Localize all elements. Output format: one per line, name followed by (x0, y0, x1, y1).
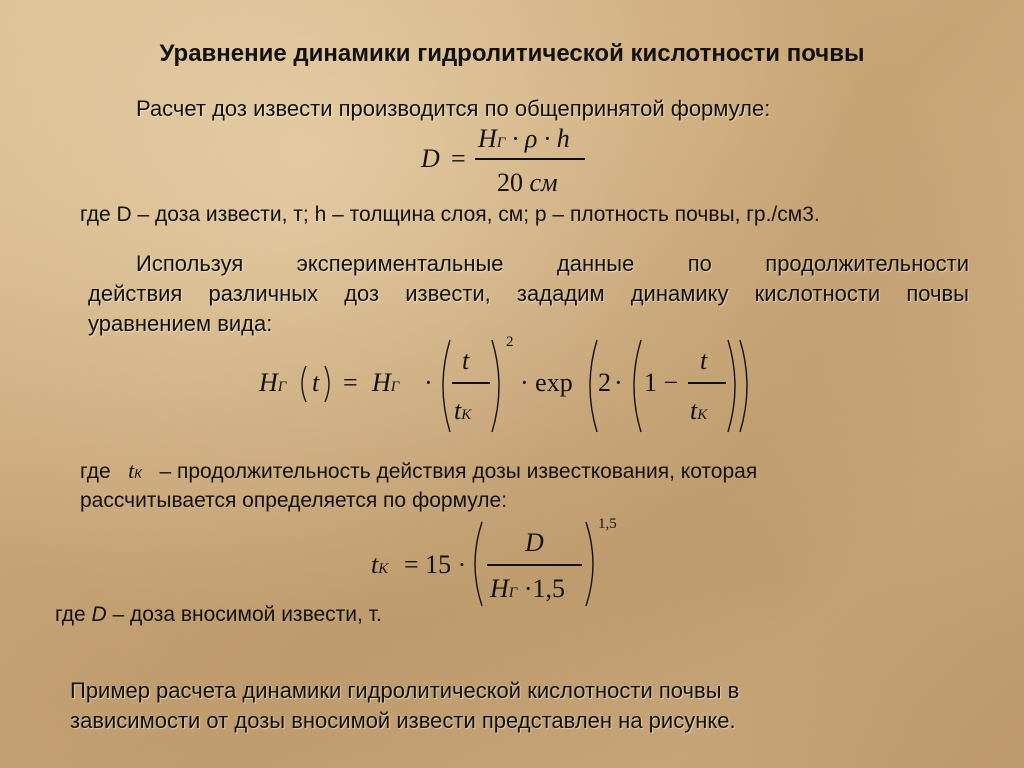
legend-duration-line-1: где tК – продолжительность действия дозы известкования, которая (80, 458, 758, 483)
formula-acidity-dynamics: HГ t = HГ · t tК 2 · exp 2 · 1 − t tК (0, 0, 1024, 768)
footer-line-2: зависимости от дозы вносимой извести представлен на рисунке. (70, 708, 736, 733)
intro-text: Расчет доз извести производится по общепринятой формуле: (136, 96, 771, 121)
legend-dose-applied: где D – доза вносимой извести, т. (55, 603, 382, 626)
paragraph-line-3: уравнением вида: (88, 311, 273, 336)
formula-duration: tК = 15 · D HГ ·1,5 1,5 (0, 0, 1024, 768)
paragraph-line-2: действия различных доз извести, зададим динамику кислотности почвы (88, 281, 969, 306)
legend-duration-line-2: рассчитывается определяется по формуле: (80, 489, 508, 512)
formula-dose: D = HГ · ρ · h 20 см (0, 0, 1024, 768)
footer-line-1: Пример расчета динамики гидролитической кислотности почвы в (70, 678, 740, 703)
slide-title: Уравнение динамики гидролитической кислотности почвы (159, 40, 865, 67)
paragraph-line-1: Используя экспериментальные данные по продолжительности (136, 251, 969, 276)
legend-dose: где D – доза извести, т; h – толщина слоя, см; p – плотность почвы, гр./см3. (80, 203, 820, 226)
